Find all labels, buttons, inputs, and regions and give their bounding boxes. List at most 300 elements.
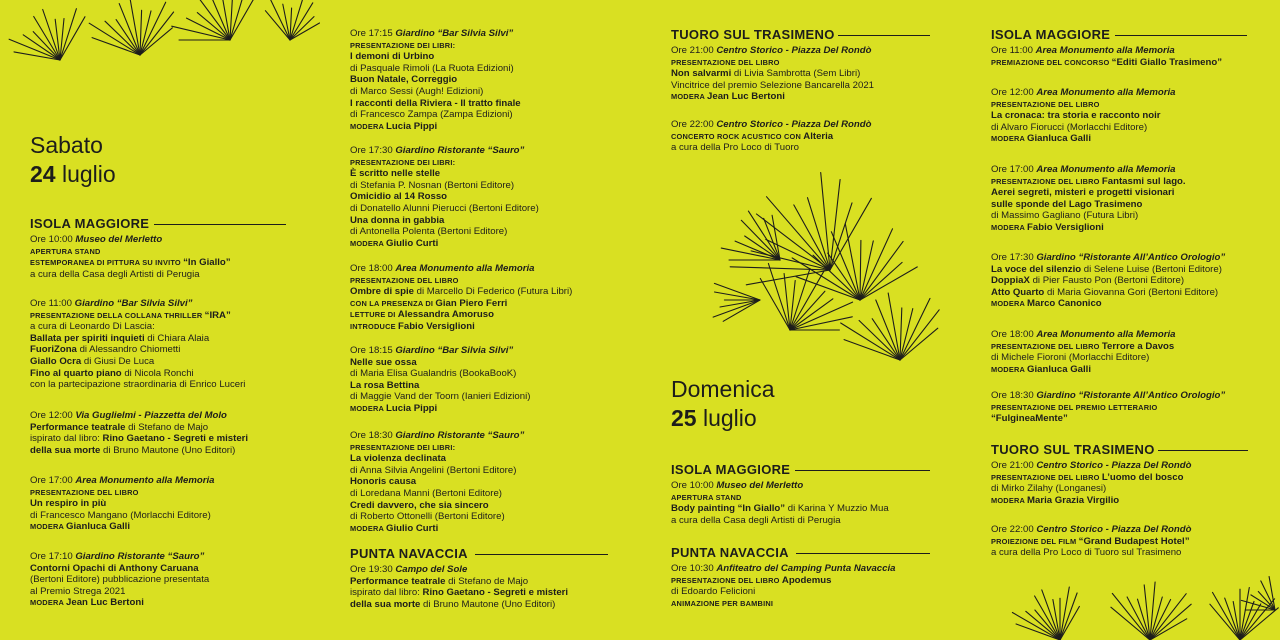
event-text: Ore 21:00 [991,460,1037,471]
event-place: Anfiteatro del Camping Punta Navaccia [716,563,896,574]
event-text: di Michele Fioroni (Morlacchi Editore) [991,352,1150,364]
event-line [991,298,1225,310]
event-text: di Stefano de Majo [125,421,209,433]
event-text: di Pasquale Rimoli (La Ruota Edizioni) [350,62,514,74]
event-line [991,222,1186,234]
event-line [350,226,539,238]
section-title: ISOLA MAGGIORE [991,27,1111,42]
event-highlight: Lucia Pippi [386,402,438,414]
event-place: Museo del Merletto [716,480,804,491]
event-line [350,430,524,442]
event-text: a cura di Leonardo Di Lascia: [30,321,155,333]
event-text: Ore 18:15 [350,345,396,356]
event-line [991,210,1186,222]
event-place: Giardino “Bar Silvia Silvi” [74,298,193,309]
event-line [350,357,530,369]
event-text: Ore 10:30 [671,563,717,574]
event-highlight: “In Giallo” [183,257,231,269]
event-block [991,390,1225,425]
event-line [991,547,1191,559]
event-line [350,488,524,500]
event-place: Giardino Ristorante “Sauro” [75,551,205,562]
event-line [671,80,874,92]
event-line [30,498,214,510]
event-text: Vincitrice del premio Selezione Bancarella 2021 [671,79,875,91]
event-label: MODERA [350,238,387,248]
event-highlight: Maria Grazia Virgilio [1027,494,1120,506]
event-highlight: Performance teatrale [30,421,126,433]
event-text: ispirato dal libro: [350,587,423,599]
event-line [991,287,1225,299]
event-line [350,345,530,357]
event-text: di Mirko Zilahy (Longanesi) [991,483,1107,495]
event-highlight: Rino Gaetano - Segreti e misteri [422,587,569,599]
event-line [30,551,209,563]
event-line [30,574,209,586]
event-line [350,275,572,287]
event-place: Area Monumento alla Memoria [1036,164,1176,175]
event-text: di Maria Giovanna Gori (Bertoni Editore) [1044,286,1219,298]
event-place: Area Monumento alla Memoria [1036,87,1176,98]
event-highlight: “Editi Giallo Trasimeno” [1111,56,1223,68]
event-line [350,576,568,588]
event-text: di Maggie Vand der Toorn (Ianieri Edizioni) [350,391,531,403]
day-month: luglio [61,161,116,187]
event-highlight: Atto Quarto [991,286,1045,298]
event-label: CON LA PRESENZA DI [350,298,436,308]
event-line [350,215,539,227]
event-highlight: Terrore a Davos [1101,340,1175,352]
event-line [671,91,874,103]
event-label: PRESENTAZIONE DEL PREMIO LETTERARIO [991,402,1158,412]
event-highlight: Aerei segreti, misteri e progetti visionari [991,187,1175,199]
event-highlight: Ballata per spiriti inquieti [30,332,145,344]
event-line [671,480,889,492]
event-block [350,28,521,132]
event-text: di Stefano de Majo [445,575,529,587]
event-text: di Massimo Gagliano (Futura Libri) [991,210,1139,222]
event-line [30,475,214,487]
event-highlight: Gianluca Galli [1027,363,1092,375]
event-place: Giardino “Ristorante All’Antico Orologio” [1036,252,1226,263]
section-title: ISOLA MAGGIORE [671,462,791,477]
event-block [991,524,1191,559]
event-block [30,298,245,391]
event-line [350,168,539,180]
event-line [991,199,1186,211]
event-line [350,368,530,380]
event-label: MODERA [30,522,67,532]
event-highlight: Gianluca Galli [66,521,131,533]
event-text: di Pier Fausto Pon (Bertoni Editore) [1029,275,1185,287]
event-line [30,246,231,258]
event-label: PRESENTAZIONE DEL LIBRO [30,487,139,497]
event-text: di Marcello Di Federico (Futura Libri) [413,286,573,298]
event-line [350,157,539,169]
day-name: Domenica [671,376,775,402]
event-block [30,475,214,533]
event-line [30,379,245,391]
event-line [30,521,214,533]
event-block [671,480,889,526]
event-text: ispirato dal libro: [30,433,103,445]
event-line [350,145,539,157]
event-label: MODERA [991,364,1028,374]
event-highlight: Credi davvero, che sia sincero [350,499,489,511]
event-text: Ore 18:30 [350,430,396,441]
event-line [350,40,521,52]
event-text: Ore 17:30 [991,252,1037,263]
event-text: Ore 19:30 [350,564,396,575]
event-line [350,109,521,121]
event-highlight: Honoris causa [350,476,417,488]
event-block [991,460,1191,506]
event-text: di Chiara Alaia [144,332,210,344]
section-heading [991,442,1155,457]
event-label: INTRODUCE [350,321,398,331]
event-label: PRESENTAZIONE DEL LIBRO [671,575,782,585]
event-label: PRESENTAZIONE DEL LIBRO [671,57,780,67]
event-text: Ore 11:00 [991,45,1036,56]
event-highlight: Nelle sue ossa [350,356,417,368]
event-line [30,410,248,422]
event-text: di Selene Luise (Bertoni Editore) [1081,263,1222,275]
event-block [671,563,895,609]
event-line [991,275,1225,287]
event-text: con la partecipazione straordinaria di Enrico Luceri [30,379,246,391]
event-line [350,587,568,599]
event-highlight: Rino Gaetano - Segreti e misteri [102,433,249,445]
event-highlight: Jean Luc Bertoni [66,597,144,609]
event-line [350,403,530,415]
event-text: Ore 21:00 [671,45,717,56]
event-place: Giardino “Ristorante All’Antico Orologio” [1036,390,1226,401]
event-line [350,380,530,392]
event-line [30,422,248,434]
event-place: Giardino “Bar Silvia Silvi” [395,345,514,356]
event-line [991,187,1186,199]
event-line [350,500,524,512]
event-line [350,298,572,310]
event-line [30,333,245,345]
event-line [350,28,521,40]
event-highlight: L’uomo del bosco [1101,471,1184,483]
event-line [991,45,1222,57]
event-text: di Loredana Manni (Bertoni Editore) [350,487,502,499]
section-title: TUORO SUL TRASIMENO [671,27,835,42]
event-text: Ore 18:00 [350,263,396,274]
event-line [350,98,521,110]
event-line [991,390,1225,402]
event-block [30,234,231,280]
event-line [991,460,1191,472]
event-line [350,465,524,477]
section-heading [350,546,468,561]
event-line [30,310,245,322]
event-line [991,352,1175,364]
event-highlight: Alessandra Amoruso [397,309,494,321]
event-label: PRESENTAZIONE DEI LIBRI: [350,442,456,452]
event-block [350,145,539,249]
event-block [350,263,572,333]
event-label: PRESENTAZIONE DEL LIBRO [350,275,459,285]
event-label: PROIEZIONE DEL FILM [991,536,1079,546]
event-line [30,321,245,333]
section-title: PUNTA NAVACCIA [350,546,468,561]
event-line [30,487,214,499]
event-highlight: Buon Natale, Correggio [350,74,458,86]
event-place: Area Monumento alla Memoria [1035,45,1175,56]
day-month: luglio [702,405,757,431]
event-line [350,476,524,488]
event-highlight: FuoriZona [30,344,77,356]
event-highlight: Fino al quarto piano [30,367,122,379]
event-text: Ore 10:00 [30,234,76,245]
event-text: di Antonella Polenta (Bertoni Editore) [350,226,508,238]
event-highlight: È scritto nelle stelle [350,168,441,180]
event-line [350,263,572,275]
section-heading [991,27,1110,42]
event-highlight: “In Giallo” [737,503,786,515]
event-line [671,45,874,57]
event-line [350,74,521,86]
event-highlight: “IRA” [204,309,231,321]
event-line [350,180,539,192]
event-highlight: Gian Piero Ferri [435,297,508,309]
event-line [30,433,248,445]
event-place: Via Guglielmi - Piazzetta del Molo [75,410,227,421]
event-highlight: Fabio Versiglioni [398,320,475,332]
event-block [350,430,524,534]
event-highlight: “Grand Budapest Hotel” [1078,535,1190,547]
event-line [671,515,889,527]
event-line [991,483,1191,495]
event-label: MODERA [991,222,1028,232]
event-line [30,368,245,380]
event-highlight: Jean Luc Bertoni [707,91,785,103]
event-line [30,344,245,356]
event-block [350,564,568,610]
event-line [350,191,539,203]
event-text: Ore 12:00 [30,410,76,421]
event-place: Centro Storico - Piazza Del Rondò [1036,460,1192,471]
event-text: Ore 17:00 [991,164,1037,175]
event-line [671,563,895,575]
event-line [991,402,1225,414]
event-text: di Maria Elisa Gualandris (BookaBooK) [350,368,517,380]
event-line [350,286,572,298]
event-label: MODERA [671,92,708,102]
event-highlight: Apodemus [781,574,832,586]
event-text: Ore 17:10 [30,551,76,562]
event-block [671,119,871,154]
event-highlight: della sua morte [30,444,101,456]
day-title-saturday [30,131,116,189]
event-highlight: La violenza declinata [350,453,446,465]
event-text: di Alvaro Fiorucci (Morlacchi Editore) [991,121,1148,133]
event-text: di Livia Sambrotta (Sem Libri) [731,68,861,80]
event-text: a cura della Pro Loco di Tuoro sul Trasimeno [991,547,1182,559]
event-line [671,142,871,154]
event-line [991,264,1225,276]
event-line [671,586,895,598]
event-line [671,119,871,131]
event-line [30,269,231,281]
event-label: PRESENTAZIONE DEI LIBRI: [350,40,456,50]
event-label: PREMIAZIONE DEL CONCORSO [991,57,1112,67]
event-line [350,121,521,133]
event-text: Ore 22:00 [671,119,717,130]
event-line [991,164,1186,176]
event-line [30,445,248,457]
event-highlight: Giulio Curti [386,237,439,249]
event-highlight: Lucia Pippi [386,120,438,132]
event-line [991,413,1225,425]
event-highlight: Giulio Curti [386,522,439,534]
event-line [350,511,524,523]
event-label: ANIMAZIONE PER BAMBINI [671,598,774,608]
day-title-sunday [671,375,775,433]
event-highlight: Non salvarmi [671,68,732,80]
event-label: MODERA [30,598,67,608]
event-highlight: La rosa Bettina [350,379,420,391]
event-line [30,510,214,522]
event-label: MODERA [991,299,1028,309]
event-line [991,99,1175,111]
event-place: Area Monumento alla Memoria [395,263,535,274]
event-text: Ore 11:00 [30,298,75,309]
event-line [991,536,1191,548]
event-text: Ore 22:00 [991,524,1037,535]
event-line [991,110,1175,122]
event-text: di Marco Sessi (Augh! Edizioni) [350,85,484,97]
event-text: a cura della Pro Loco di Tuoro [671,142,799,154]
event-block [991,329,1175,375]
event-highlight: I racconti della Riviera - Il tratto finale [350,97,521,109]
event-block [991,252,1225,310]
event-line [671,68,874,80]
event-line [991,133,1175,145]
event-place: Centro Storico - Piazza Del Rondò [716,119,872,130]
event-line [991,176,1186,188]
event-highlight: Una donna in gabbia [350,214,445,226]
event-line [991,329,1175,341]
event-label: PRESENTAZIONE DEL LIBRO [991,176,1102,186]
event-highlight: La voce del silenzio [991,263,1082,275]
event-highlight: I demoni di Urbino [350,51,435,63]
event-line [350,309,572,321]
event-highlight: Performance teatrale [350,575,446,587]
event-label: CONCERTO ROCK ACUSTICO CON [671,131,804,141]
event-label: MODERA [350,523,387,533]
event-line [30,298,245,310]
event-line [350,321,572,333]
event-line [350,442,524,454]
event-line [350,599,568,611]
event-text: di Nicola Ronchi [121,367,194,379]
event-line [350,523,524,535]
event-text: di Karina Y Muzzio Mua [785,503,889,515]
day-name: Sabato [30,132,103,158]
event-text: di Giusi De Luca [81,355,155,367]
event-text: di Alessandro Chiometti [76,344,181,356]
event-text: Ore 17:15 [350,28,396,39]
event-line [350,391,530,403]
event-place: Area Monumento alla Memoria [75,475,215,486]
event-label: APERTURA STAND [671,492,742,502]
event-line [991,252,1225,264]
event-text: Ore 17:00 [30,475,76,486]
event-place: Giardino Ristorante “Sauro” [395,430,525,441]
event-text: Ore 12:00 [991,87,1037,98]
event-line [30,356,245,368]
event-text: di Anna Silvia Angelini (Bertoni Editore) [350,464,517,476]
event-line [30,257,231,269]
event-label: PRESENTAZIONE DEL LIBRO [991,341,1102,351]
event-text: Ore 18:00 [991,329,1037,340]
event-label: MODERA [350,121,387,131]
event-line [30,563,209,575]
event-line [350,86,521,98]
event-line [671,57,874,69]
event-highlight: DoppiaX [991,275,1030,287]
event-highlight: sulle sponde del Lago Trasimeno [991,198,1143,210]
event-block [991,164,1186,234]
event-text: di Bruno Mautone (Uno Editori) [100,444,236,456]
event-line [671,492,889,504]
event-line [991,87,1175,99]
event-place: Giardino “Bar Silvia Silvi” [395,28,514,39]
event-highlight: Un respiro in più [30,498,107,510]
event-text: di Stefania P. Nosnan (Bertoni Editore) [350,179,515,191]
event-line [350,203,539,215]
event-line [350,63,521,75]
event-highlight: Omicidio al 14 Rosso [350,191,448,203]
event-text: al Premio Strega 2021 [30,585,126,597]
event-label: PRESENTAZIONE DEL LIBRO [991,472,1102,482]
event-line [671,131,871,143]
event-line [671,598,895,610]
event-line [30,234,231,246]
event-text: a cura della Casa degli Artisti di Perugia [30,268,200,280]
event-line [30,597,209,609]
event-text: di Roberto Ottonelli (Bertoni Editore) [350,511,505,523]
event-line [991,122,1175,134]
event-highlight: della sua morte [350,598,421,610]
event-label: PRESENTAZIONE DEL LIBRO [991,99,1100,109]
event-label: PRESENTAZIONE DEI LIBRI: [350,157,456,167]
event-highlight: Alteria [803,130,834,142]
event-text: di Donatello Alunni Pierucci (Bertoni Editore) [350,202,539,214]
event-label: ESTEMPORANEA DI PITTURA SU INVITO [30,258,184,268]
event-highlight: Giallo Ocra [30,355,82,367]
event-text: di Francesco Mangano (Morlacchi Editore) [30,509,211,521]
event-place: Centro Storico - Piazza Del Rondò [1036,524,1192,535]
event-highlight: Gianluca Galli [1027,133,1092,145]
section-title: PUNTA NAVACCIA [671,545,789,560]
event-text: di Edoardo Felicioni [671,586,756,598]
section-heading [30,216,149,231]
event-text: di Francesco Zampa (Zampa Edizioni) [350,109,513,121]
event-label: MODERA [991,134,1028,144]
event-place: Centro Storico - Piazza Del Rondò [716,45,872,56]
event-text: di Bruno Mautone (Uno Editori) [420,598,556,610]
section-heading [671,462,790,477]
event-label: MODERA [991,495,1028,505]
event-highlight: La cronaca: tra storia e racconto noir [991,110,1161,122]
event-highlight: Body painting [671,503,738,515]
day-number: 25 [671,405,697,431]
